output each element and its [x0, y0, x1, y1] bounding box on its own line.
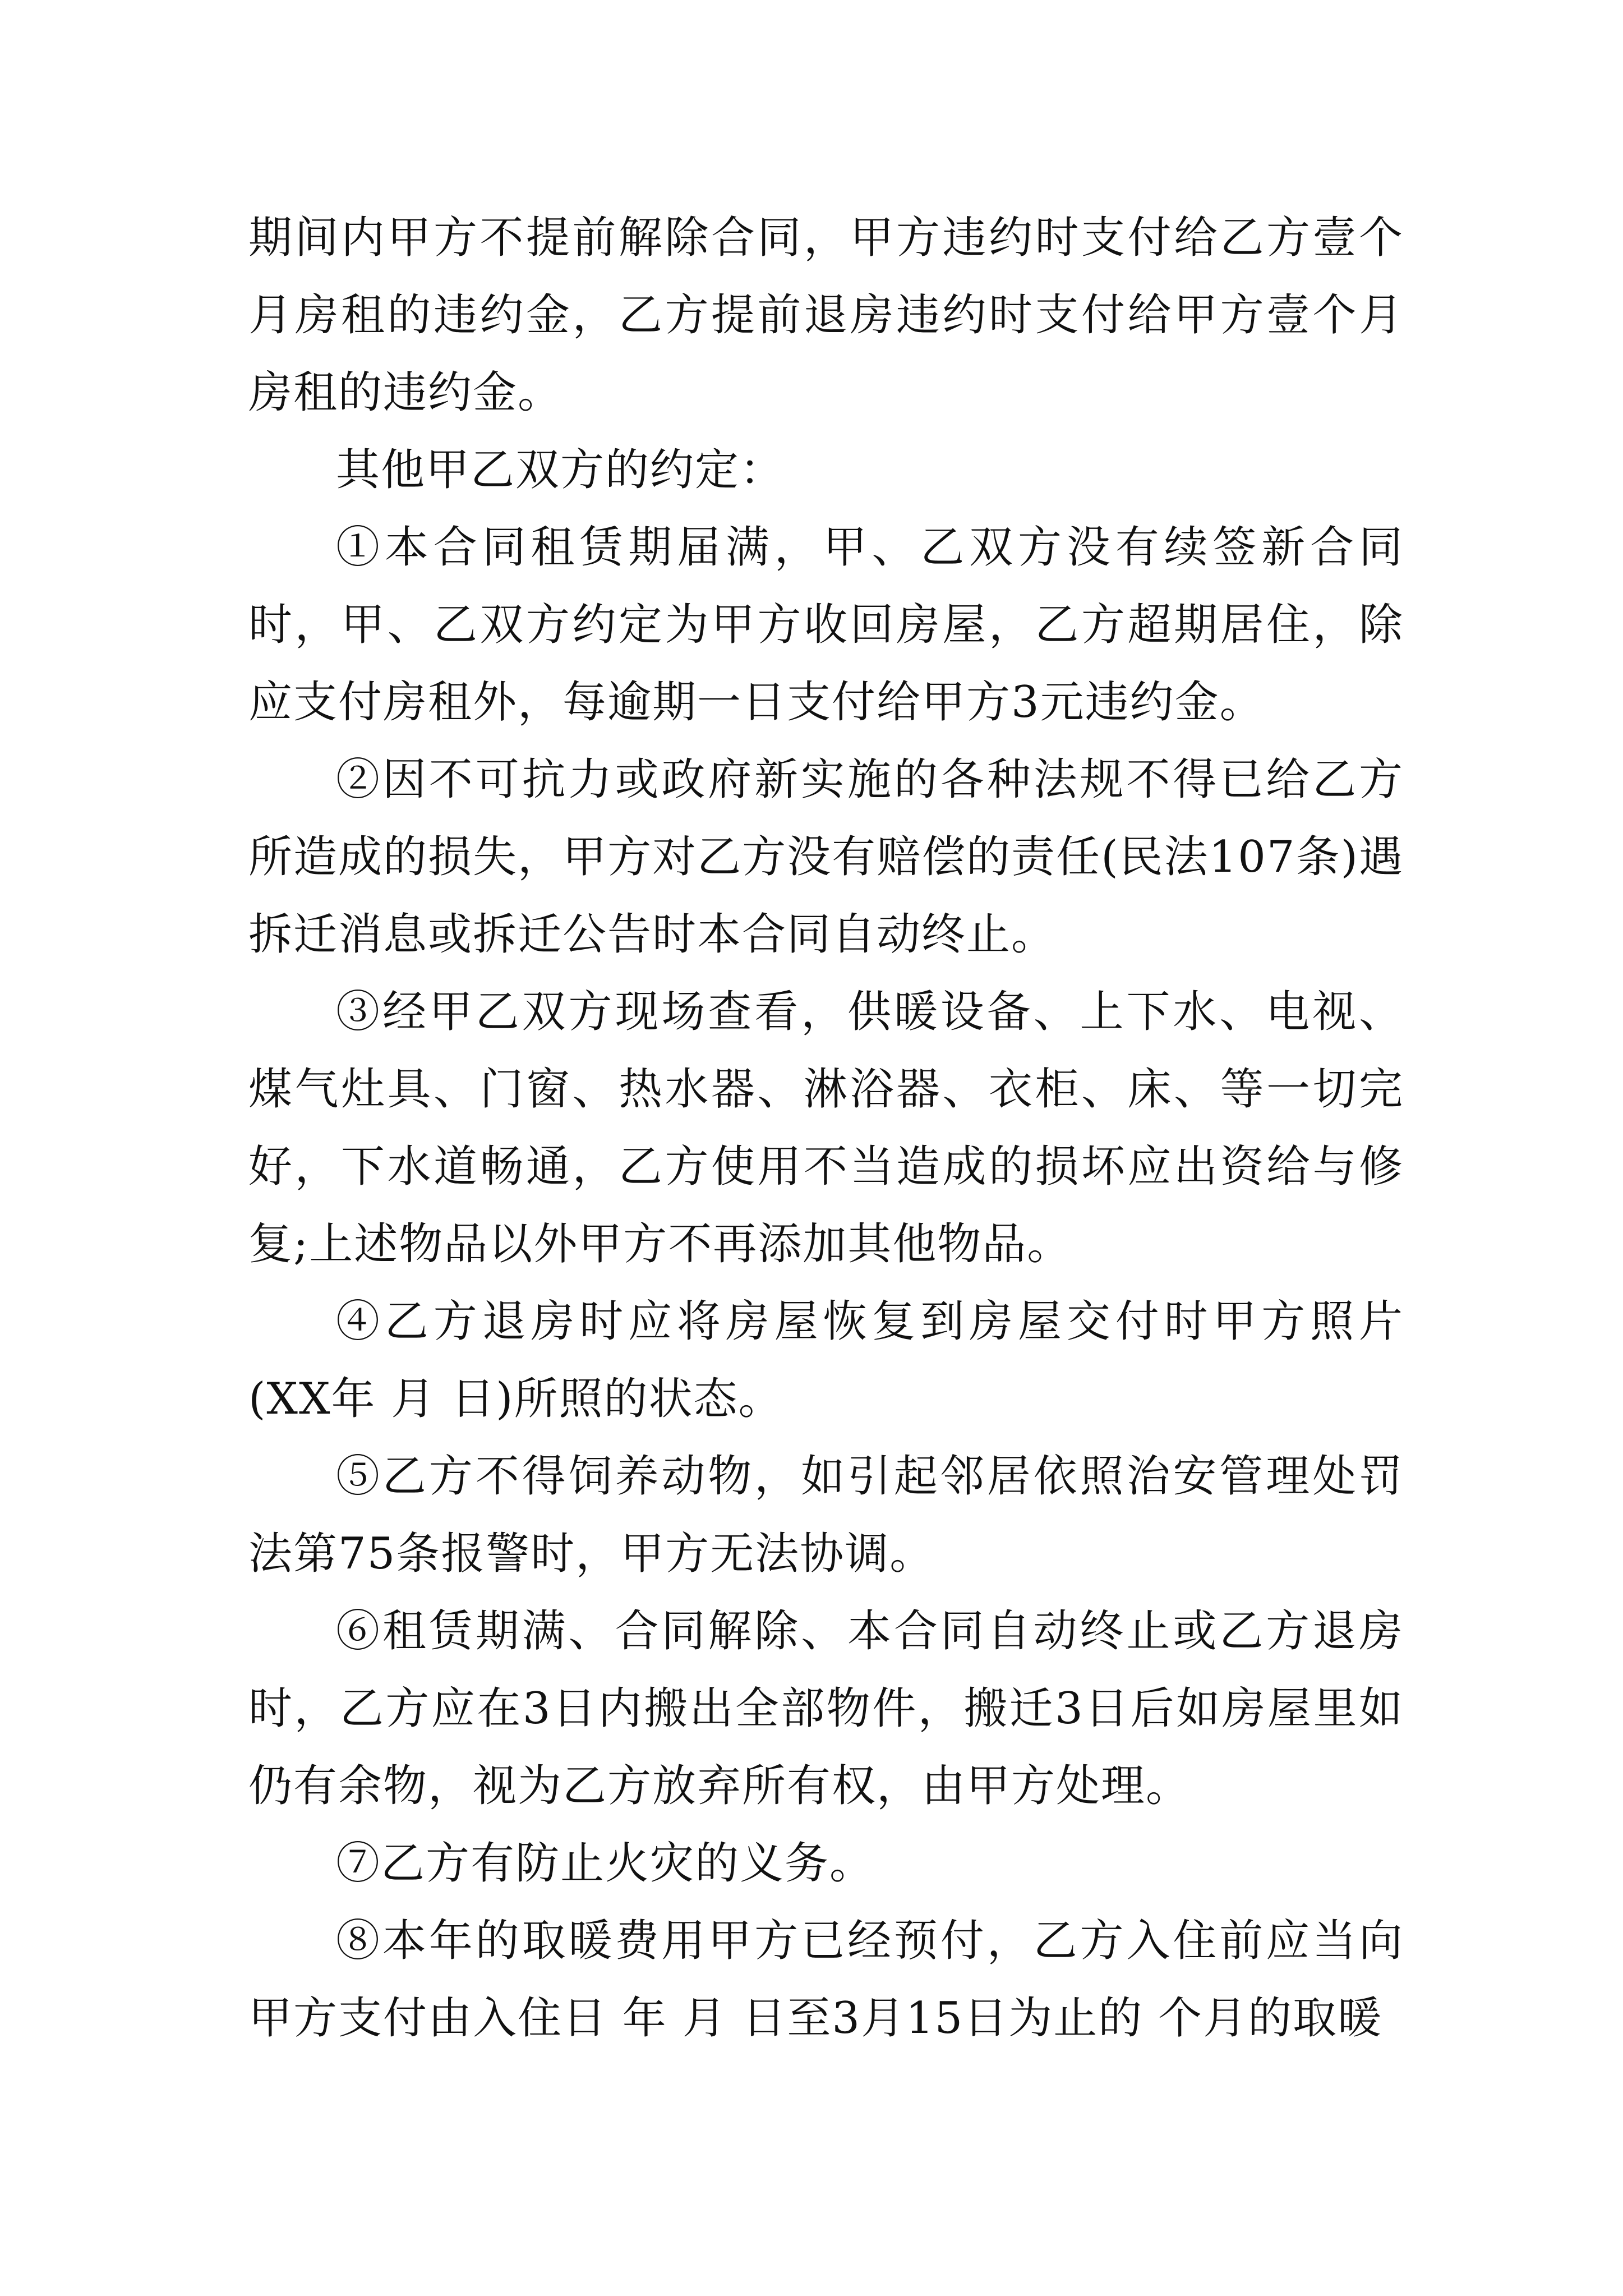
paragraph-clause-2: ②因不可抗力或政府新实施的各种法规不得已给乙方所造成的损失，甲方对乙方没有赔偿的责任(民法107条)遇拆迁消息或拆迁公告时本合同自动终止。 [248, 754, 1404, 960]
paragraph-clause-1: ①本合同租赁期届满，甲、乙双方没有续签新合同时，甲、乙双方约定为甲方收回房屋，乙方超期居住，除应支付房租外，每逾期一日支付给甲方3元违约金。 [248, 522, 1404, 728]
paragraph-clause-4: ④乙方退房时应将房屋恢复到房屋交付时甲方照片(XX年 月 日)所照的状态。 [248, 1296, 1404, 1424]
paragraph-clause-6: ⑥租赁期满、合同解除、本合同自动终止或乙方退房时，乙方应在3日内搬出全部物件，搬迁3日后如房屋里如仍有余物，视为乙方放弃所有权，由甲方处理。 [248, 1606, 1404, 1811]
paragraph-clause-3: ③经甲乙双方现场查看，供暖设备、上下水、电视、煤气灶具、门窗、热水器、淋浴器、衣柜、床、等一切完好，下水道畅通，乙方使用不当造成的损坏应出资给与修复;上述物品以外甲方不再添加其他物品。 [248, 987, 1404, 1269]
paragraph-clause-7: ⑦乙方有防止火灾的义务。 [336, 1838, 875, 1889]
paragraph-clause-8: ⑧本年的取暖费用甲方已经预付，乙方入住前应当向甲方支付由入住日 年 月 日至3月15日为止的 个月的取暖 [248, 1916, 1404, 2044]
paragraph-clause-5: ⑤乙方不得饲养动物，如引起邻居依照治安管理处罚法第75条报警时，甲方无法协调。 [248, 1451, 1404, 1579]
paragraph-penalty-continuation: 期间内甲方不提前解除合同，甲方违约时支付给乙方壹个月房租的违约金，乙方提前退房违约时支付给甲方壹个月房租的违约金。 [248, 213, 1404, 418]
contract-text [248, 199, 1404, 2057]
paragraph-other-agreements-heading: 其他甲乙双方的约定： [336, 445, 785, 495]
